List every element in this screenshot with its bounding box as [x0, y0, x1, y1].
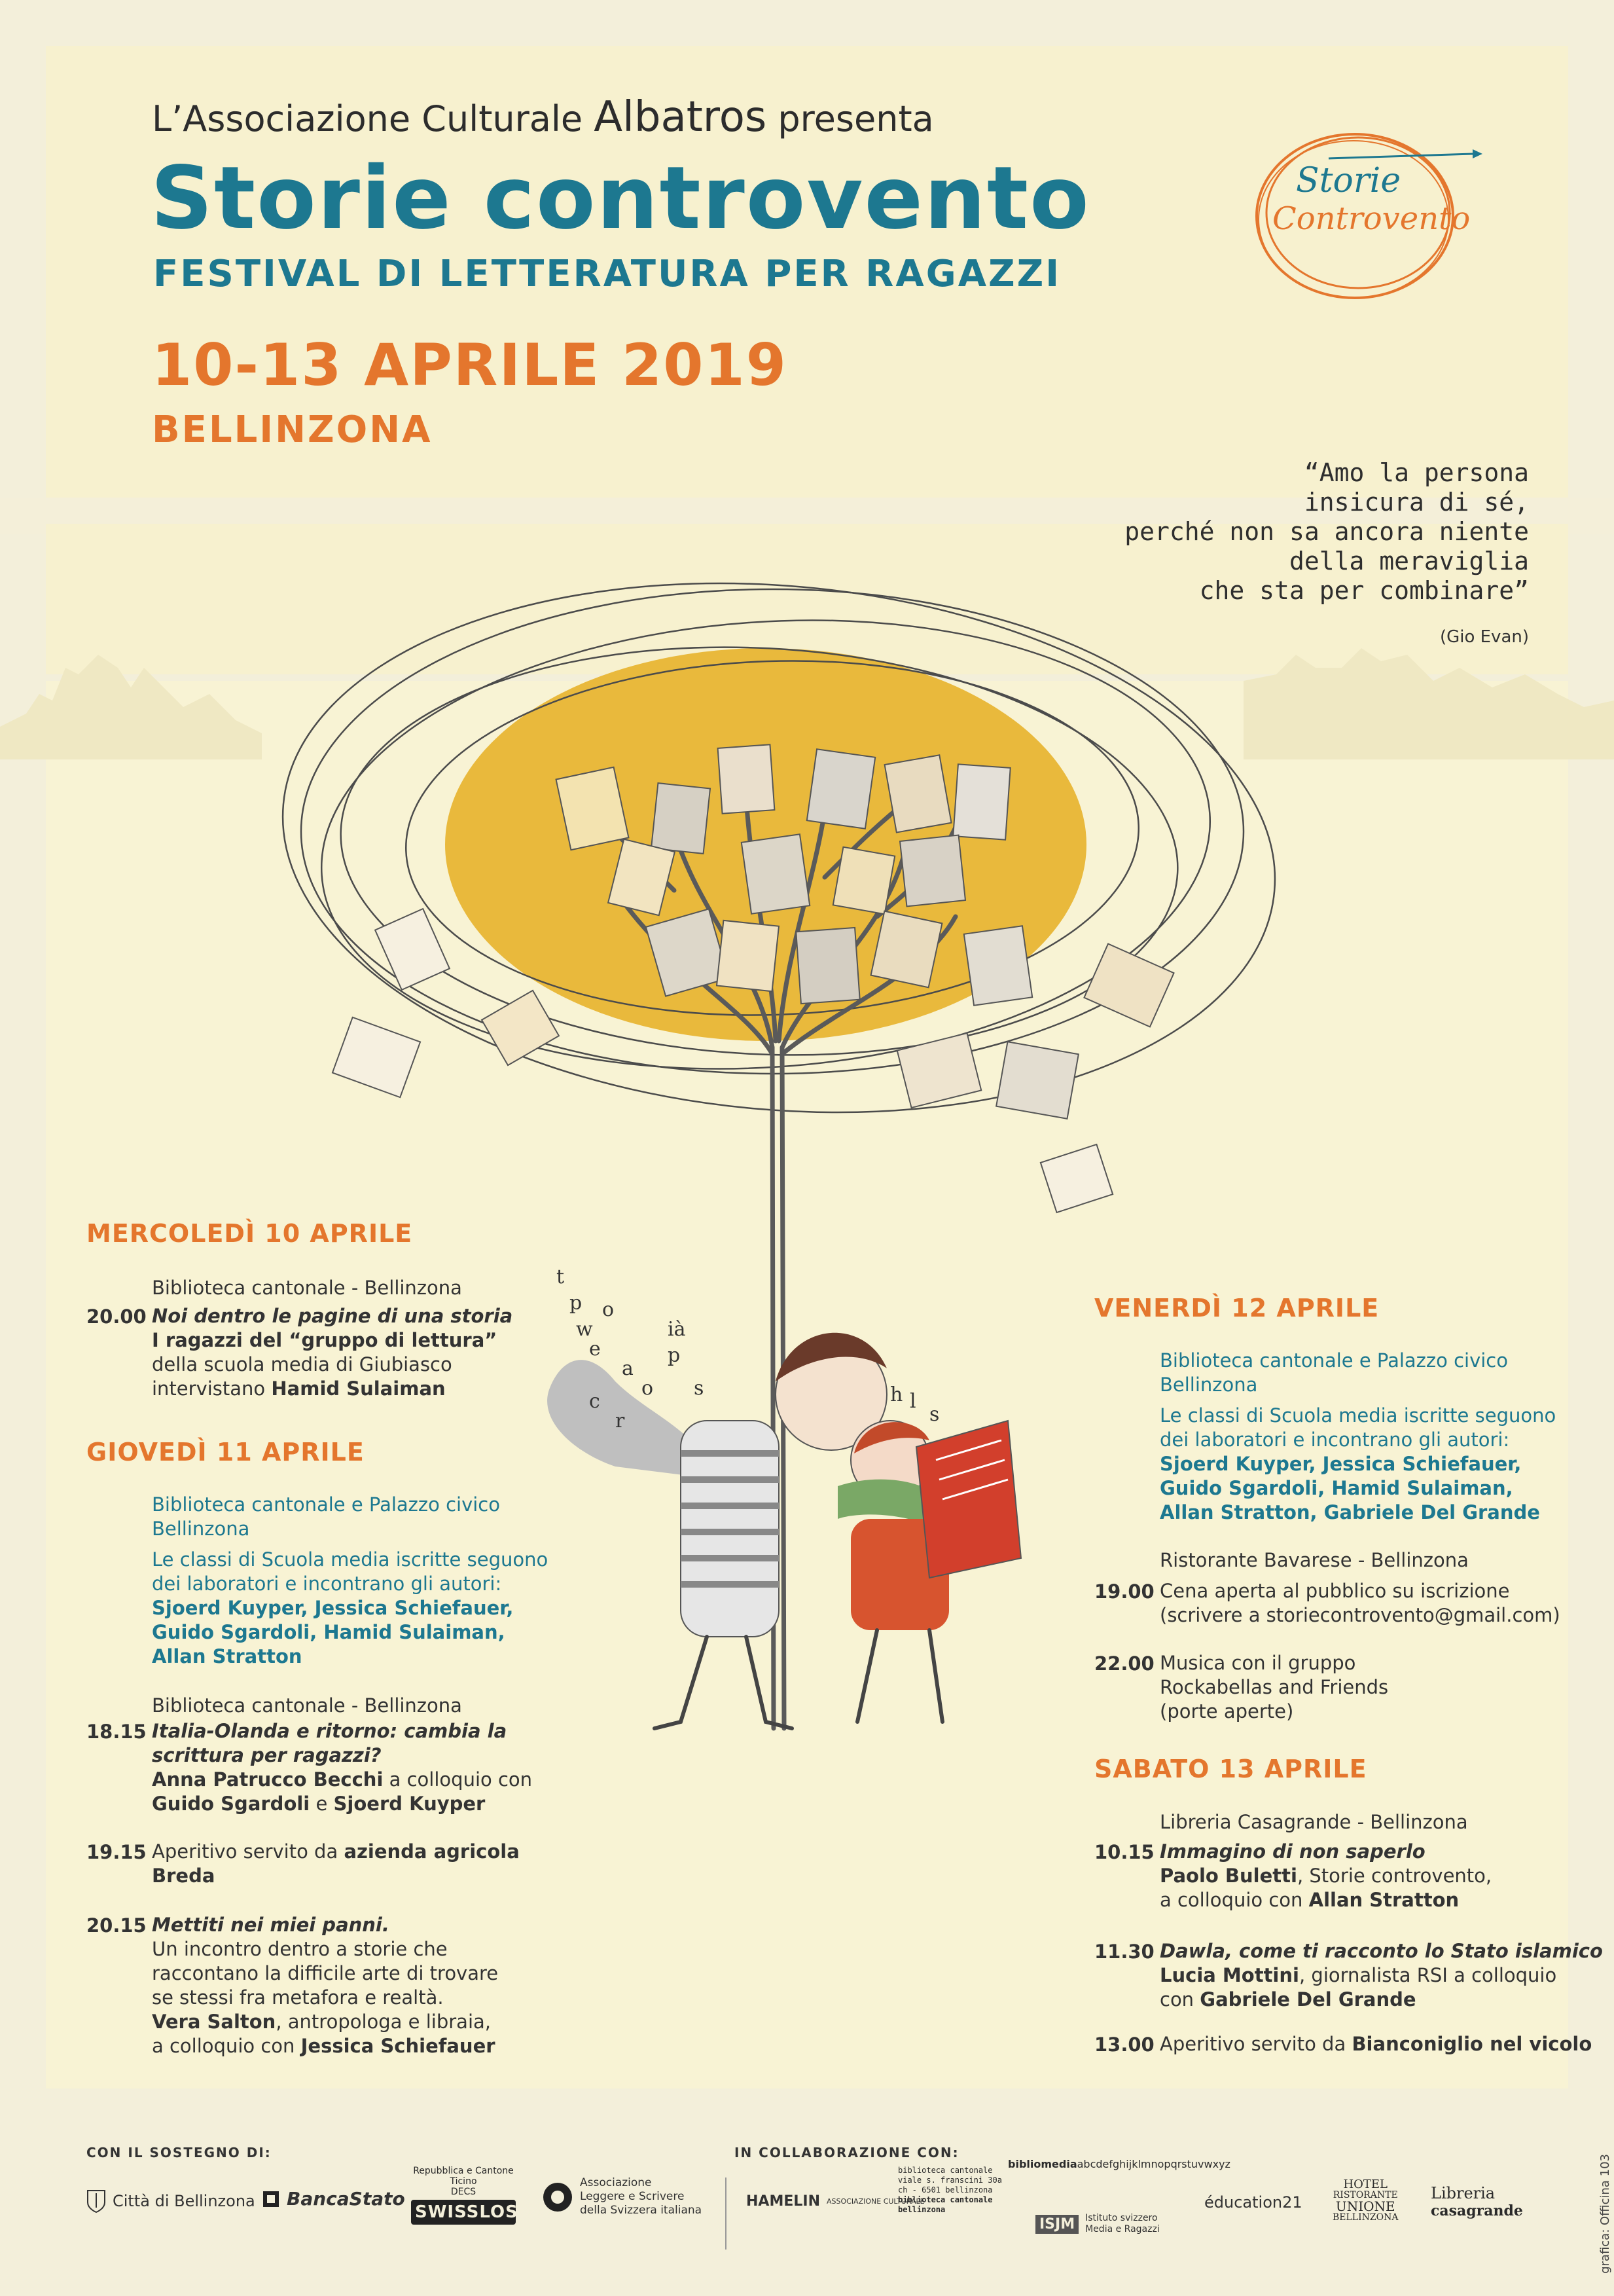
libreria-line: casagrande — [1431, 2202, 1523, 2219]
svg-text:ià: ià — [668, 1318, 686, 1341]
event-text: a colloquio con — [1160, 1889, 1303, 1911]
svg-text:h: h — [890, 1383, 903, 1406]
event-wed-1 — [152, 1304, 512, 1401]
desc-line: Le classi di Scuola media iscritte seguono — [1160, 1404, 1556, 1427]
event-host: Breda — [152, 1865, 215, 1887]
time-fri-19-00: 19.00 — [1094, 1580, 1155, 1603]
sponsor-label: Città di Bellinzona — [113, 2192, 255, 2210]
event-text: intervistano — [152, 1377, 266, 1400]
event-line: Musica con il gruppo — [1160, 1652, 1356, 1674]
festival-subtitle: FESTIVAL DI LETTERATURA PER RAGAZZI — [153, 253, 1062, 295]
event-author: Guido Sgardoli — [152, 1793, 310, 1815]
bib-line: biblioteca cantonale — [898, 2195, 993, 2204]
footer — [0, 2095, 1614, 2296]
alsi-line: della Svizzera italiana — [580, 2204, 702, 2217]
desc-line: dei laboratori e incontrano gli autori: — [152, 1573, 502, 1595]
time-sat-10-15: 10.15 — [1094, 1841, 1155, 1863]
time-thu-18-15: 18.15 — [86, 1721, 147, 1743]
bib-line: biblioteca cantonale — [898, 2166, 993, 2175]
venue-fri-1 — [1160, 1349, 1508, 1397]
partner-libreria-casagrande — [1431, 2184, 1523, 2219]
event-text: a colloquio con — [152, 2035, 295, 2057]
venue-wed-1: Biblioteca cantonale - Bellinzona — [152, 1277, 462, 1299]
bib-line: bellinzona — [898, 2205, 946, 2214]
time-sat-13-00: 13.00 — [1094, 2033, 1155, 2056]
event-text: con — [1160, 1988, 1194, 2011]
svg-text:a: a — [622, 1357, 634, 1380]
event-author: Vera Salton — [152, 2011, 276, 2033]
festival-dates: 10-13 APRILE 2019 — [152, 331, 787, 399]
svg-text:r: r — [615, 1410, 625, 1432]
sponsor-label: BancaStato — [287, 2188, 405, 2210]
support-label: CON IL SOSTEGNO DI: — [86, 2145, 272, 2160]
quote-line: che sta per combinare” — [1199, 576, 1529, 605]
swisslos-top: Repubblica e Cantone Ticino — [413, 2166, 514, 2187]
hotel-line: HOTEL — [1343, 2178, 1388, 2191]
svg-text:c: c — [589, 1390, 600, 1413]
event-author: Allan Stratton — [1308, 1889, 1460, 1911]
swisslos-logo: SWISSLOS — [411, 2200, 516, 2225]
event-author: Gabriele Del Grande — [1200, 1988, 1416, 2011]
event-text: , giornalista RSI a colloquio — [1299, 1964, 1557, 1986]
svg-text:p: p — [668, 1344, 681, 1367]
event-host: Bianconiglio nel vicolo — [1352, 2033, 1592, 2055]
isjm-line: Media e Ragazzi — [1085, 2224, 1160, 2234]
svg-text:o: o — [602, 1298, 615, 1321]
event-title: scrittura per ragazzi? — [152, 1744, 382, 1766]
alsi-text — [580, 2176, 702, 2217]
authors-line: Sjoerd Kuyper, Jessica Schiefauer, — [1160, 1453, 1522, 1475]
event-sat-2 — [1160, 1939, 1603, 2012]
partner-education21 — [1204, 2193, 1302, 2212]
event-line: Cena aperta al pubblico su iscrizione — [1160, 1580, 1510, 1602]
event-fri-2 — [1160, 1651, 1388, 1724]
venue-line: Biblioteca cantonale e Palazzo civico — [1160, 1349, 1508, 1372]
svg-text:e: e — [589, 1338, 601, 1360]
day-heading-thursday: GIOVEDÌ 11 APRILE — [86, 1438, 365, 1467]
sponsor-citta-bellinzona — [86, 2189, 255, 2213]
bibliomedia-label: bibliomedia — [1008, 2158, 1077, 2170]
workshop-thu — [152, 1548, 548, 1669]
event-author: Sjoerd Kuyper — [333, 1793, 486, 1815]
partner-label: éducation21 — [1204, 2193, 1302, 2212]
event-author: Hamid Sulaiman — [271, 1377, 446, 1400]
svg-text:l: l — [910, 1390, 916, 1413]
bibliomedia-alphabet: abcdefghijklmnopqrstuvwxyz — [1077, 2158, 1230, 2170]
event-fri-1 — [1160, 1579, 1560, 1628]
event-line: (scrivere a storiecontrovento@gmail.com) — [1160, 1604, 1560, 1626]
quote-line: “Amo la persona — [1304, 458, 1529, 487]
event-title: Noi dentro le pagine di una storia — [152, 1305, 513, 1327]
time-thu-19-15: 19.15 — [86, 1841, 147, 1863]
time-sat-11-30: 11.30 — [1094, 1941, 1155, 1963]
event-sat-3 — [1160, 2032, 1592, 2056]
time-wed-20-00: 20.00 — [86, 1305, 147, 1328]
authors-line: Guido Sgardoli, Hamid Sulaiman, — [152, 1621, 505, 1643]
svg-text:w: w — [576, 1318, 593, 1341]
event-text: e — [315, 1793, 328, 1815]
time-thu-20-15: 20.15 — [86, 1914, 147, 1937]
graphic-credit: grafica: Officina 103 — [1598, 2154, 1612, 2274]
event-thu-4 — [152, 1913, 498, 2058]
quote-line: perché non sa ancora niente — [1124, 517, 1529, 546]
association-logo-icon — [542, 2181, 573, 2213]
presenter-pre: L’Associazione Culturale — [152, 98, 583, 139]
quote-line: insicura di sé, — [1304, 488, 1529, 517]
authors-line: Sjoerd Kuyper, Jessica Schiefauer, — [152, 1597, 514, 1619]
event-author: Jessica Schiefauer — [300, 2035, 495, 2057]
event-text: , antropologa e libraia, — [276, 2011, 491, 2033]
event-thu-2 — [152, 1719, 532, 1816]
event-title: Italia-Olanda e ritorno: cambia la — [152, 1720, 507, 1742]
hotel-line: RISTORANTE — [1333, 2190, 1398, 2200]
event-line: della scuola media di Giubiasco — [152, 1353, 452, 1376]
bank-logo-icon — [262, 2190, 280, 2208]
event-line: Un incontro dentro a storie che — [152, 1938, 448, 1960]
footer-divider — [725, 2178, 726, 2250]
event-author: Anna Patrucco Becchi — [152, 1768, 384, 1791]
bib-line: viale s. franscini 30a — [898, 2176, 1002, 2185]
event-line: se stessi fra metafora e realtà. — [152, 1986, 444, 2009]
event-title: Immagino di non saperlo — [1160, 1840, 1426, 1863]
event-line — [152, 1377, 512, 1401]
day-heading-saturday: SABATO 13 APRILE — [1094, 1755, 1367, 1783]
isjm-logo: ISJM — [1035, 2215, 1079, 2234]
partner-sub: ASSOCIAZIONE CULTURALE — [826, 2197, 925, 2206]
quote-line: della meraviglia — [1289, 547, 1529, 575]
desc-line: dei laboratori e incontrano gli autori: — [1160, 1429, 1510, 1451]
venue-fri-2: Ristorante Bavarese - Bellinzona — [1160, 1549, 1469, 1571]
day-heading-friday: VENERDÌ 12 APRILE — [1094, 1294, 1380, 1322]
event-sat-1 — [1160, 1840, 1492, 1912]
svg-text:s: s — [694, 1377, 704, 1400]
partner-bibliomedia — [1008, 2158, 1230, 2170]
logo-text-storie: Storie — [1296, 161, 1401, 200]
event-text: Aperitivo servito da — [152, 1840, 338, 1863]
svg-text:p: p — [569, 1292, 583, 1315]
authors-line: Allan Stratton, Gabriele Del Grande — [1160, 1501, 1540, 1523]
desc-line: Le classi di Scuola media iscritte seguono — [152, 1548, 548, 1571]
authors-line: Guido Sgardoli, Hamid Sulaiman, — [1160, 1477, 1513, 1499]
event-author: Lucia Mottini — [1160, 1964, 1299, 1986]
hotel-line: UNIONE — [1335, 2198, 1395, 2214]
event-thu-3 — [152, 1840, 520, 1888]
partner-isjm — [1035, 2213, 1160, 2235]
event-line: I ragazzi del “gruppo di lettura” — [152, 1329, 497, 1351]
collab-label: IN COLLABORAZIONE CON: — [734, 2145, 959, 2160]
event-line: Rockabellas and Friends — [1160, 1676, 1389, 1698]
svg-text:s: s — [929, 1403, 940, 1426]
festival-logo — [1244, 118, 1492, 314]
hotel-line: BELLINZONA — [1333, 2212, 1399, 2223]
venue-line: Bellinzona — [1160, 1374, 1258, 1396]
city-crest-icon — [86, 2189, 106, 2213]
svg-text:o: o — [641, 1377, 654, 1400]
isjm-text — [1085, 2213, 1160, 2235]
partner-biblioteca-cantonale — [898, 2166, 1002, 2215]
presenter-brand: Albatros — [594, 93, 767, 141]
authors-line: Allan Stratton — [152, 1645, 302, 1667]
alsi-line: Associazione — [580, 2176, 652, 2189]
presenter-post: presenta — [778, 98, 934, 139]
event-author: Paolo Buletti — [1160, 1865, 1297, 1887]
sponsor-swisslos — [411, 2166, 516, 2225]
partner-hotel-unione — [1333, 2179, 1398, 2223]
venue-sat-1: Libreria Casagrande - Bellinzona — [1160, 1811, 1468, 1833]
event-text: a colloquio con — [389, 1768, 533, 1791]
venue-thu-1 — [152, 1493, 500, 1541]
swisslos-decs: DECS — [450, 2187, 476, 2197]
event-host: azienda agricola — [344, 1840, 520, 1863]
event-title: Dawla, come ti racconto lo Stato islamico — [1160, 1940, 1603, 1962]
alsi-line: Leggere e Scrivere — [580, 2190, 685, 2203]
svg-text:t: t — [556, 1266, 565, 1288]
partner-label: HAMELIN — [746, 2193, 820, 2210]
event-title: Mettiti nei miei panni. — [152, 1914, 389, 1936]
presenter-line — [152, 93, 934, 141]
sponsor-bancastato — [262, 2188, 405, 2210]
day-heading-wednesday: MERCOLEDÌ 10 APRILE — [86, 1219, 413, 1248]
bib-line: ch - 6501 bellinzona — [898, 2185, 993, 2195]
libreria-line: Libreria — [1431, 2184, 1496, 2202]
event-line: raccontano la difficile arte di trovare — [152, 1962, 499, 1984]
quote-author: (Gio Evan) — [1439, 627, 1529, 647]
event-line: (porte aperte) — [1160, 1700, 1294, 1722]
isjm-line: Istituto svizzero — [1085, 2213, 1158, 2223]
festival-city: BELLINZONA — [152, 409, 433, 451]
event-text: , Storie controvento, — [1297, 1865, 1492, 1887]
event-text: Aperitivo servito da — [1160, 2033, 1346, 2055]
sponsor-alsi — [542, 2176, 702, 2217]
logo-text-controvento: Controvento — [1272, 200, 1471, 237]
workshop-fri — [1160, 1404, 1556, 1525]
venue-thu-2: Biblioteca cantonale - Bellinzona — [152, 1694, 462, 1717]
venue-line: Biblioteca cantonale e Palazzo civico — [152, 1493, 500, 1516]
festival-title: Storie controvento — [151, 148, 1090, 249]
venue-line: Bellinzona — [152, 1518, 250, 1540]
time-fri-22-00: 22.00 — [1094, 1652, 1155, 1675]
